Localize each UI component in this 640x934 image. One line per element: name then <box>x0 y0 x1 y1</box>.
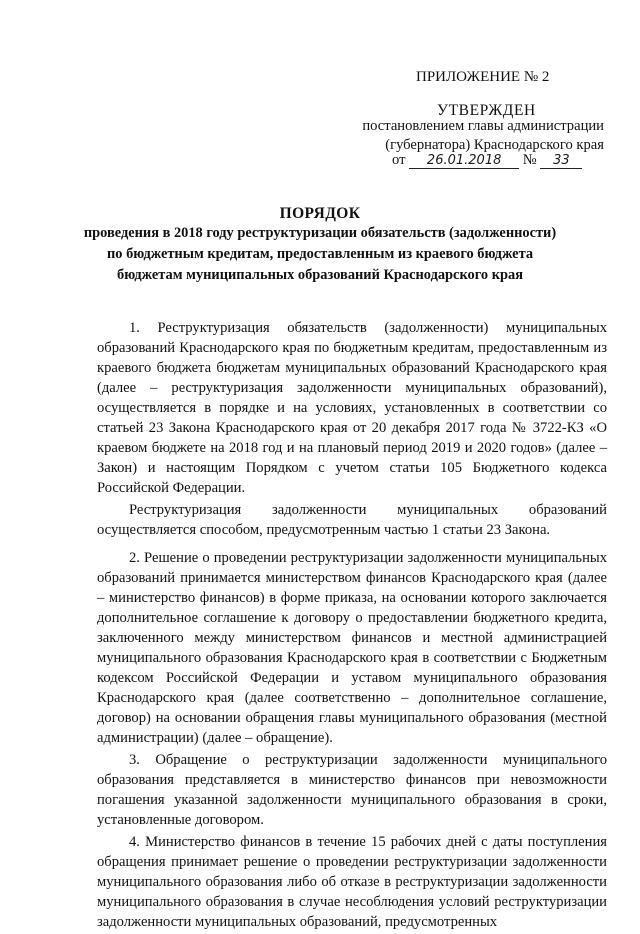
paragraph-1-cont: Реструктуризация задолженности муниципальных образований осуществляется способом, предусмотренным частью 1 статьи 23 Закона. <box>97 502 607 538</box>
handwritten-date: 26.01.2018 <box>409 153 519 169</box>
document-title: ПОРЯДОК <box>279 205 361 222</box>
paragraph-1: 1. Реструктуризация обязательств (задолженности) муниципальных образований Краснодарского края по бюджетным кредитам, предоставленным из краевого бюджета бюджетам муниципальных образований Краснодарского края (далее – реструктуризация задолженности муниципальных образований), осуществляется в порядке и на условиях, установленных в соответствии со статьей 23 Закона Краснодарского края от 20 декабря 2017 года № 3722-КЗ «О краевом бюджете на 2018 год и на плановый период 2019 и 2020 годов» (далее – Закон) и настоящим Порядком с учетом статьи 105 Бюджетного кодекса Российской Федерации. <box>97 320 607 496</box>
document-subtitle: проведения в 2018 году реструктуризации обязательств (задолженности) по бюджетным кредитам, предоставленным из краевого бюджета бюджетам муниципальных образований Краснодарского края <box>83 225 557 283</box>
approval-date-line <box>392 152 582 169</box>
paragraph-4: 4. Министерство финансов в течение 15 рабочих дней с даты поступления обращения принимает решение о проведении реструктуризации задолженности муниципального образования либо об отказе в реструктуризации задолженности муниципального образования в случае несоблюдения условий реструктуризации задолженности муниципальных образований, предусмотренных <box>97 834 607 930</box>
date-prefix: от <box>392 152 406 168</box>
paragraph-2: 2. Решение о проведении реструктуризации задолженности муниципальных образований принимается министерством финансов Краснодарского края (далее – министерство финансов) в форме приказа, на основании которого заключается дополнительное соглашение к договору о предоставлении бюджетного кредита, заключенного между министерством финансов и местной администрацией муниципального образования Краснодарского края в соответствии с Бюджетным кодексом Российской Федерации и уставом муниципального образования Краснодарского края (далее соответственно – дополнительное соглашение, договор) на основании обращения главы муниципального образования (местной администрации) (далее – обращение). <box>97 550 607 746</box>
handwritten-number: 33 <box>540 153 582 169</box>
approved-by-line-1: постановлением главы администрации <box>362 118 604 134</box>
approved-by-line-2: (губернатора) Краснодарского края <box>385 137 604 153</box>
appendix-label: ПРИЛОЖЕНИЕ № 2 <box>416 69 550 85</box>
document-body <box>97 318 607 934</box>
number-prefix: № <box>522 152 537 168</box>
approved-stamp-title: УТВЕРЖДЕН <box>437 102 536 119</box>
paragraph-3: 3. Обращение о реструктуризации задолженности муниципального образования представляется в министерство финансов при невозможности погашения указанной задолженности муниципального образования в сроки, установленные договором. <box>97 752 607 828</box>
